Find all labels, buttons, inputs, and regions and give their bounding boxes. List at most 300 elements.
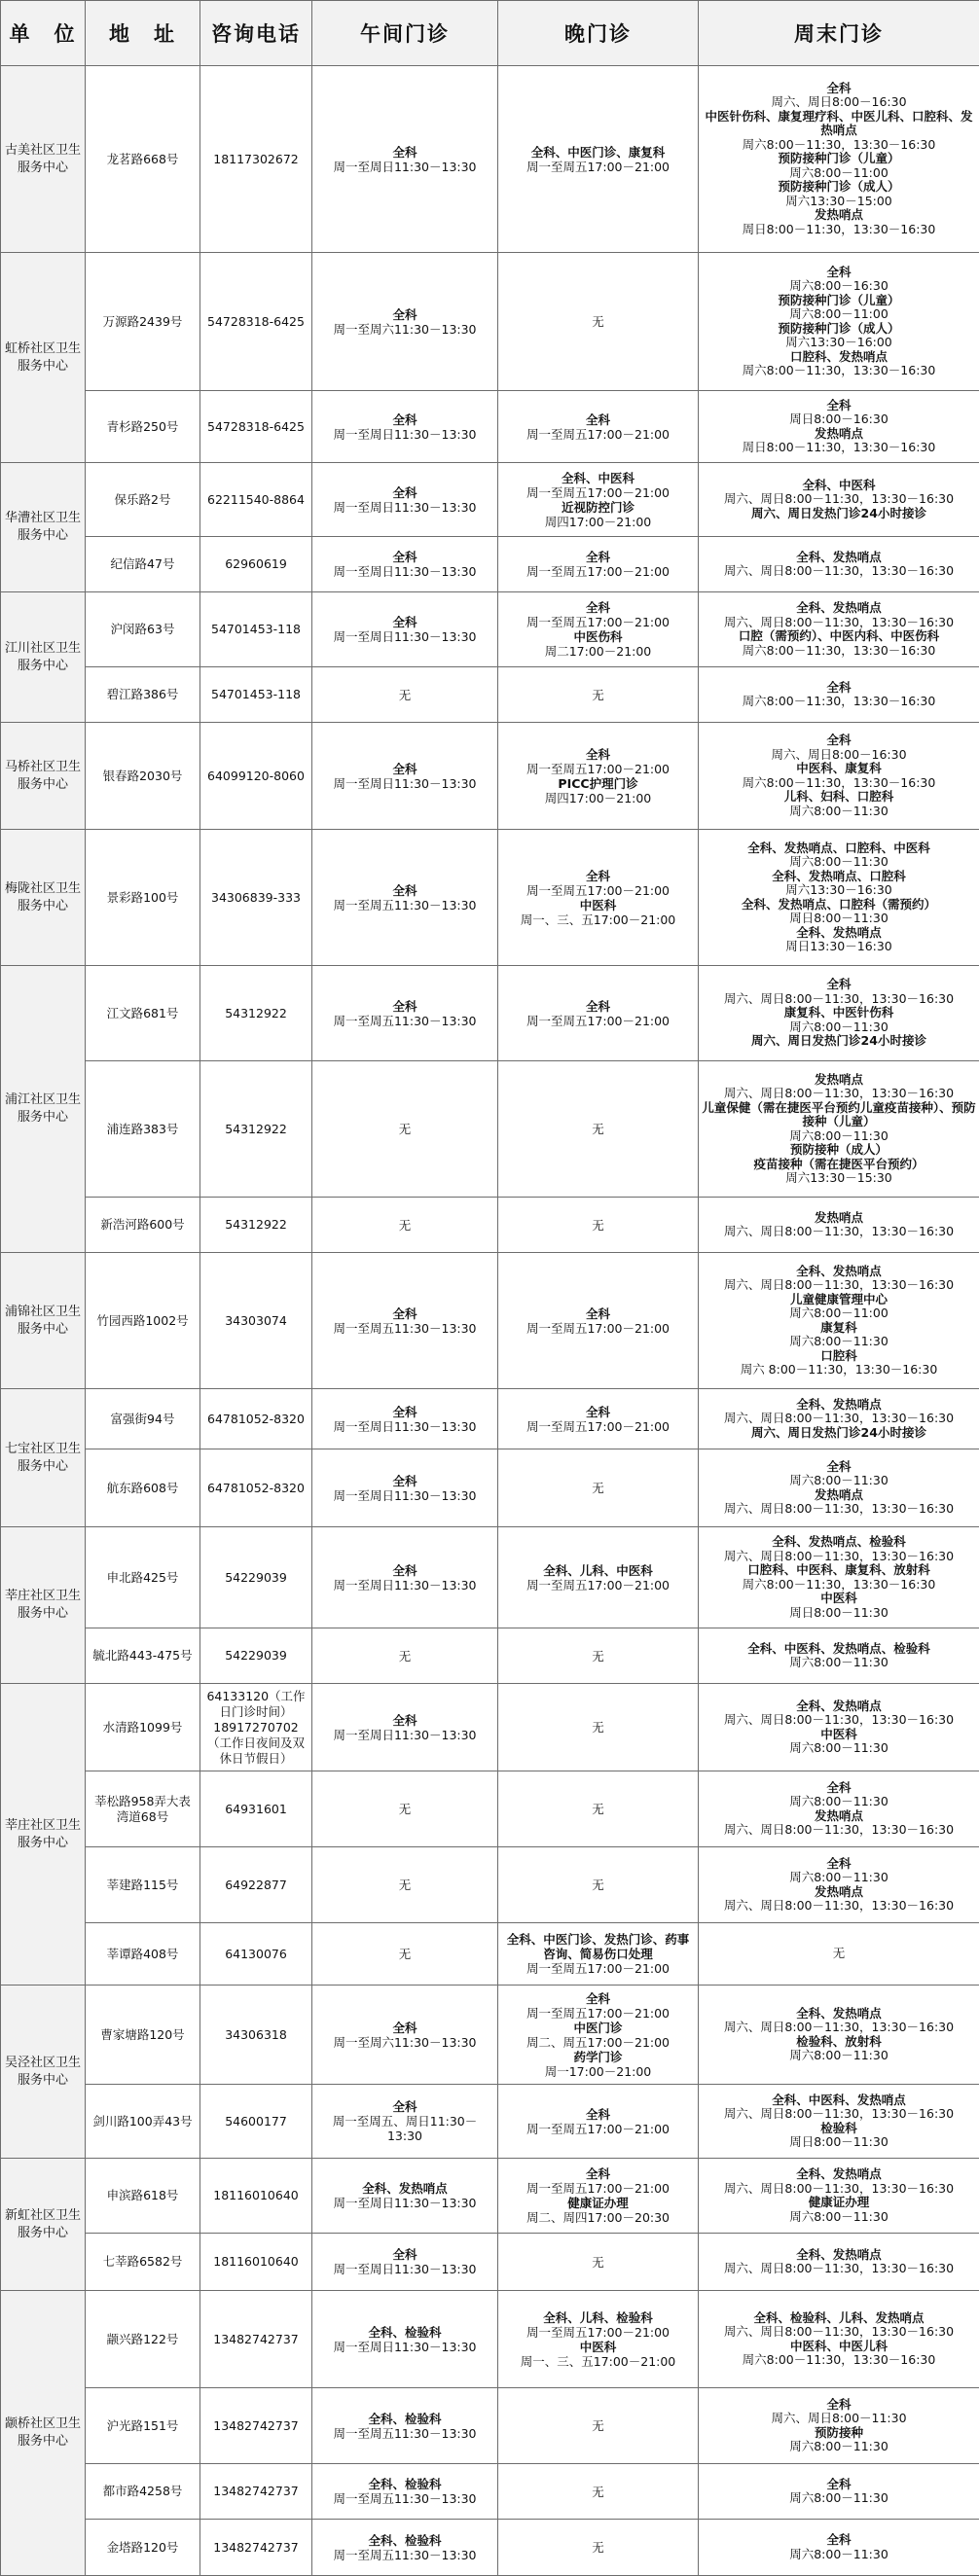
schedule-line: 周六8:00－11:30 xyxy=(702,2440,976,2454)
schedule-line: 全科 xyxy=(315,1474,494,1488)
schedule-line: 中医科 xyxy=(702,1728,976,1742)
schedule-line: 周六、周日8:00－11:30，13:30－16:30 xyxy=(702,1823,976,1838)
header-row xyxy=(1,1,979,66)
schedule-line: 周六8:00－11:30 xyxy=(702,2049,976,2063)
table-row xyxy=(1,1253,979,1389)
table-row xyxy=(1,1527,979,1628)
schedule-line: 全科、发热哨点 xyxy=(702,1398,976,1413)
schedule-line: 全科、发热哨点 xyxy=(702,1265,976,1279)
schedule-line: 周一至周五11:30－13:30 xyxy=(315,1321,494,1336)
schedule-line: 中医科 xyxy=(501,2340,695,2354)
site-address: 浦连路383号 xyxy=(86,1061,200,1198)
schedule-line: 全科、中医门诊、康复科 xyxy=(501,145,695,160)
schedule-line: 周一至周日11:30－13:30 xyxy=(315,1578,494,1592)
evening-clinic-cell xyxy=(498,966,699,1061)
noon-clinic-cell xyxy=(312,1923,498,1986)
schedule-line: 全科 xyxy=(501,869,695,883)
schedule-line: 全科 xyxy=(501,412,695,427)
schedule-line: 全科 xyxy=(315,1563,494,1578)
site-phone: 54229039 xyxy=(200,1527,312,1628)
site-address: 银春路2030号 xyxy=(86,723,200,830)
schedule-line: 近视防控门诊 xyxy=(501,500,695,515)
unit-name: 梅陇社区卫生服务中心 xyxy=(1,830,86,966)
site-phone: 64781052-8320 xyxy=(200,1389,312,1449)
site-phone: 18117302672 xyxy=(200,66,312,253)
schedule-line: 周六、周日8:00－11:30，13:30－16:30 xyxy=(702,2107,976,2122)
evening-clinic-cell xyxy=(498,667,699,723)
evening-clinic-cell xyxy=(498,2085,699,2159)
site-address: 纪信路47号 xyxy=(86,537,200,592)
weekend-clinic-cell xyxy=(699,2520,979,2576)
schedule-line: 周六8:00－11:30，13:30－16:30 xyxy=(702,2353,976,2368)
weekend-clinic-cell xyxy=(699,1449,979,1527)
schedule-line: 发热哨点 xyxy=(702,1885,976,1900)
schedule-line: 周日8:00－11:30，13:30－16:30 xyxy=(702,223,976,237)
schedule-line: 全科 xyxy=(315,145,494,160)
schedule-line: 周六8:00－11:00 xyxy=(702,166,976,181)
evening-clinic-cell xyxy=(498,2234,699,2291)
schedule-line: 周六8:00－11:30，13:30－16:30 xyxy=(702,776,976,791)
site-address: 景彩路100号 xyxy=(86,830,200,966)
schedule-line: 周一至周五11:30－13:30 xyxy=(315,2548,494,2562)
site-address: 剑川路100弄43号 xyxy=(86,2085,200,2159)
schedule-line: 全科 xyxy=(315,485,494,500)
site-phone: 54701453-118 xyxy=(200,592,312,667)
weekend-clinic-cell xyxy=(699,537,979,592)
schedule-line: 全科 xyxy=(702,1460,976,1475)
site-address: 莘建路115号 xyxy=(86,1847,200,1923)
schedule-line: 全科 xyxy=(315,550,494,564)
schedule-line: 无 xyxy=(315,688,494,702)
site-address: 莘谭路408号 xyxy=(86,1923,200,1986)
table-row xyxy=(1,253,979,391)
site-address: 水清路1099号 xyxy=(86,1684,200,1771)
schedule-line: 全科、发热哨点 xyxy=(702,2007,976,2021)
schedule-line: 全科、发热哨点 xyxy=(702,926,976,941)
schedule-line: 发热哨点 xyxy=(702,208,976,223)
header-phone: 咨询电话 xyxy=(200,1,312,66)
evening-clinic-cell xyxy=(498,592,699,667)
schedule-line: 周六 8:00－11:30，13:30－16:30 xyxy=(702,1363,976,1377)
weekend-clinic-cell xyxy=(699,2464,979,2520)
unit-name: 新虹社区卫生服务中心 xyxy=(1,2159,86,2291)
schedule-line: 周一至周日11:30－13:30 xyxy=(315,564,494,579)
schedule-line: 周一至周六11:30－13:30 xyxy=(315,2035,494,2050)
noon-clinic-cell xyxy=(312,723,498,830)
schedule-line: 全科 xyxy=(501,1405,695,1419)
evening-clinic-cell xyxy=(498,2464,699,2520)
schedule-line: 检验科 xyxy=(702,2122,976,2136)
schedule-line: 无 xyxy=(315,1218,494,1233)
schedule-line: 儿童保健（需在捷医平台预约儿童疫苗接种）、预防接种（儿童） xyxy=(702,1101,976,1129)
schedule-line: 周六、周日8:00－11:30，13:30－16:30 xyxy=(702,2325,976,2340)
schedule-line: 周六8:00－11:30，13:30－16:30 xyxy=(702,644,976,659)
weekend-clinic-cell xyxy=(699,1061,979,1198)
evening-clinic-cell xyxy=(498,1847,699,1923)
unit-name: 浦江社区卫生服务中心 xyxy=(1,966,86,1253)
weekend-clinic-cell xyxy=(699,667,979,723)
schedule-line: 中医科、康复科 xyxy=(702,762,976,776)
noon-clinic-cell xyxy=(312,2234,498,2291)
schedule-line: 周六、周日发热门诊24小时接诊 xyxy=(702,507,976,521)
site-phone: 34306318 xyxy=(200,1986,312,2085)
noon-clinic-cell xyxy=(312,391,498,463)
noon-clinic-cell xyxy=(312,592,498,667)
weekend-clinic-cell xyxy=(699,2388,979,2464)
schedule-line: 周一至周五11:30－13:30 xyxy=(315,2426,494,2441)
schedule-line: 全科 xyxy=(315,999,494,1014)
weekend-clinic-cell xyxy=(699,830,979,966)
schedule-line: 预防接种门诊（成人） xyxy=(702,180,976,195)
evening-clinic-cell xyxy=(498,723,699,830)
header-weekend-clinic: 周末门诊 xyxy=(699,1,979,66)
weekend-clinic-cell xyxy=(699,1198,979,1253)
schedule-line: 周六、周日8:00－11:30，13:30－16:30 xyxy=(702,1502,976,1517)
unit-name: 虹桥社区卫生服务中心 xyxy=(1,253,86,463)
site-address: 竹园西路1002号 xyxy=(86,1253,200,1389)
site-phone: 54701453-118 xyxy=(200,667,312,723)
noon-clinic-cell xyxy=(312,537,498,592)
schedule-line: 中医门诊 xyxy=(501,2021,695,2035)
schedule-line: 口腔科、中医科、康复科、放射科 xyxy=(702,1563,976,1578)
schedule-line: 全科 xyxy=(315,883,494,898)
table-row xyxy=(1,1986,979,2085)
noon-clinic-cell xyxy=(312,1449,498,1527)
schedule-line: 全科、中医科、发热哨点 xyxy=(702,2093,976,2108)
schedule-body xyxy=(1,66,979,2576)
unit-name: 江川社区卫生服务中心 xyxy=(1,592,86,723)
site-address: 金塔路120号 xyxy=(86,2520,200,2576)
schedule-line: 全科 xyxy=(315,412,494,427)
schedule-line: 周一至周日11:30－13:30 xyxy=(315,2340,494,2354)
schedule-line: 周六8:00－11:30 xyxy=(702,1474,976,1488)
site-phone: 54312922 xyxy=(200,1198,312,1253)
schedule-line: 周一至周五17:00－21:00 xyxy=(501,615,695,629)
schedule-line: 口腔（需预约）、中医内科、中医伤科 xyxy=(702,629,976,644)
schedule-line: 周日8:00－11:30 xyxy=(702,912,976,926)
schedule-line: 周一至周五11:30－13:30 xyxy=(315,1014,494,1028)
schedule-line: 无 xyxy=(501,2255,695,2270)
noon-clinic-cell xyxy=(312,2085,498,2159)
schedule-line: 全科 xyxy=(501,1991,695,2006)
schedule-line: 周六、周日8:00－11:30，13:30－16:30 xyxy=(702,1412,976,1426)
schedule-line: 周六13:30－15:30 xyxy=(702,1171,976,1186)
schedule-line: 周六、周日8:00－11:30，13:30－16:30 xyxy=(702,992,976,1007)
schedule-line: 全科 xyxy=(501,2107,695,2122)
schedule-line: 周一至周日11:30－13:30 xyxy=(315,776,494,791)
weekend-clinic-cell xyxy=(699,1923,979,1986)
schedule-line: 全科、发热哨点 xyxy=(702,1699,976,1714)
schedule-line: 周一至周日11:30－13:30 xyxy=(315,160,494,174)
site-phone: 64099120-8060 xyxy=(200,723,312,830)
site-phone: 54728318-6425 xyxy=(200,253,312,391)
site-address: 富强街94号 xyxy=(86,1389,200,1449)
schedule-line: 全科 xyxy=(315,307,494,322)
schedule-line: 预防接种 xyxy=(702,2426,976,2441)
weekend-clinic-cell xyxy=(699,2085,979,2159)
weekend-clinic-cell xyxy=(699,2291,979,2388)
schedule-line: 无 xyxy=(501,1218,695,1233)
schedule-line: 周一至周五、周日11:30－13:30 xyxy=(315,2114,494,2143)
schedule-line: 全科、检验科 xyxy=(315,2412,494,2426)
schedule-line: 预防接种门诊（儿童） xyxy=(702,294,976,308)
table-row xyxy=(1,537,979,592)
evening-clinic-cell xyxy=(498,1986,699,2085)
schedule-line: 全科 xyxy=(702,266,976,280)
site-phone: 64931601 xyxy=(200,1771,312,1847)
site-phone: 54600177 xyxy=(200,2085,312,2159)
schedule-line: 全科 xyxy=(702,2398,976,2413)
schedule-line: 全科 xyxy=(702,2533,976,2548)
schedule-line: 药学门诊 xyxy=(501,2050,695,2064)
schedule-line: 周六8:00－11:30 xyxy=(702,1795,976,1809)
schedule-line: 周日8:00－11:30 xyxy=(702,1606,976,1621)
schedule-line: 无 xyxy=(501,1649,695,1664)
weekend-clinic-cell xyxy=(699,2234,979,2291)
weekend-clinic-cell xyxy=(699,391,979,463)
evening-clinic-cell xyxy=(498,1253,699,1389)
schedule-line: 全科、发热哨点 xyxy=(702,551,976,565)
schedule-line: 无 xyxy=(501,2540,695,2555)
schedule-line: 周六、周日8:00－11:30，13:30－16:30 xyxy=(702,492,976,507)
schedule-line: 周六8:00－11:30，13:30－16:30 xyxy=(702,1578,976,1592)
unit-name: 华漕社区卫生服务中心 xyxy=(1,463,86,592)
schedule-line: 全科 xyxy=(702,1857,976,1872)
schedule-line: 周六8:00－11:00 xyxy=(702,1306,976,1321)
schedule-line: 周六、周日8:00－11:30，13:30－16:30 xyxy=(702,1713,976,1728)
schedule-line: 全科、中医科、发热哨点、检验科 xyxy=(702,1642,976,1657)
schedule-line: 全科 xyxy=(702,733,976,748)
evening-clinic-cell xyxy=(498,1628,699,1684)
schedule-line: 周六、周日8:00－16:30 xyxy=(702,748,976,763)
schedule-line: 全科、儿科、检验科 xyxy=(501,2310,695,2325)
site-phone: 64130076 xyxy=(200,1923,312,1986)
schedule-line: 周一至周日11:30－13:30 xyxy=(315,500,494,515)
schedule-line: 无 xyxy=(315,1122,494,1136)
site-address: 碧江路386号 xyxy=(86,667,200,723)
schedule-line: 周六8:00－11:30 xyxy=(702,1020,976,1035)
schedule-line: 全科、检验科 xyxy=(315,2477,494,2491)
schedule-line: 全科 xyxy=(702,1781,976,1796)
evening-clinic-cell xyxy=(498,1771,699,1847)
schedule-line: 全科 xyxy=(315,615,494,629)
table-row xyxy=(1,2291,979,2388)
noon-clinic-cell xyxy=(312,1986,498,2085)
schedule-line: 周六13:30－16:30 xyxy=(702,883,976,898)
evening-clinic-cell xyxy=(498,2388,699,2464)
schedule-line: 发热哨点 xyxy=(702,427,976,442)
table-row xyxy=(1,1923,979,1986)
site-phone: 54229039 xyxy=(200,1628,312,1684)
noon-clinic-cell xyxy=(312,463,498,537)
noon-clinic-cell xyxy=(312,1847,498,1923)
site-phone: 13482742737 xyxy=(200,2388,312,2464)
table-row xyxy=(1,463,979,537)
noon-clinic-cell xyxy=(312,1198,498,1253)
schedule-line: 周一至周五17:00－21:00 xyxy=(501,2181,695,2196)
schedule-line: 全科 xyxy=(501,600,695,615)
site-phone: 13482742737 xyxy=(200,2520,312,2576)
schedule-line: 周一至周五17:00－21:00 xyxy=(501,427,695,442)
schedule-line: 无 xyxy=(501,1481,695,1495)
schedule-line: 周一、三、五17:00－21:00 xyxy=(501,2354,695,2369)
site-address: 航东路608号 xyxy=(86,1449,200,1527)
weekend-clinic-cell xyxy=(699,592,979,667)
schedule-line: 周一至周日11:30－13:30 xyxy=(315,629,494,644)
schedule-line: 全科 xyxy=(501,550,695,564)
site-phone: 64133120（工作日门诊时间）18917270702（工作日夜间及双休日节假日） xyxy=(200,1684,312,1771)
header-evening-clinic: 晚门诊 xyxy=(498,1,699,66)
schedule-line: 全科 xyxy=(315,1306,494,1321)
schedule-line: 全科、中医科 xyxy=(501,471,695,485)
site-phone: 54312922 xyxy=(200,966,312,1061)
schedule-line: 全科 xyxy=(702,82,976,96)
header-unit: 单 位 xyxy=(1,1,86,66)
schedule-line: 周六8:00－11:30 xyxy=(702,805,976,819)
site-address: 沪闵路63号 xyxy=(86,592,200,667)
evening-clinic-cell xyxy=(498,66,699,253)
site-phone: 64781052-8320 xyxy=(200,1449,312,1527)
weekend-clinic-cell xyxy=(699,2159,979,2234)
unit-name: 吴泾社区卫生服务中心 xyxy=(1,1986,86,2159)
site-phone: 18116010640 xyxy=(200,2159,312,2234)
site-phone: 13482742737 xyxy=(200,2464,312,2520)
schedule-line: 全科 xyxy=(315,1405,494,1419)
site-address: 沪光路151号 xyxy=(86,2388,200,2464)
schedule-line: 周日8:00－16:30 xyxy=(702,412,976,427)
schedule-line: 周一至周五17:00－21:00 xyxy=(501,883,695,898)
schedule-line: 无 xyxy=(501,1720,695,1735)
schedule-line: 周六8:00－11:30 xyxy=(702,2210,976,2225)
noon-clinic-cell xyxy=(312,1628,498,1684)
schedule-line: 周二17:00－21:00 xyxy=(501,644,695,659)
site-address: 保乐路2号 xyxy=(86,463,200,537)
table-row xyxy=(1,1771,979,1847)
noon-clinic-cell xyxy=(312,2520,498,2576)
schedule-line: 周一17:00－21:00 xyxy=(501,2064,695,2079)
schedule-line: 周一至周日11:30－13:30 xyxy=(315,1488,494,1503)
table-row xyxy=(1,1628,979,1684)
table-row xyxy=(1,2085,979,2159)
unit-name: 古美社区卫生服务中心 xyxy=(1,66,86,253)
schedule-line: 中医科 xyxy=(501,898,695,912)
schedule-line: 全科、中医门诊、发热门诊、药事咨询、简易伤口处理 xyxy=(501,1932,695,1961)
schedule-line: 儿科、妇科、口腔科 xyxy=(702,790,976,805)
weekend-clinic-cell xyxy=(699,1527,979,1628)
site-address: 申滨路618号 xyxy=(86,2159,200,2234)
table-row xyxy=(1,667,979,723)
site-address: 都市路4258号 xyxy=(86,2464,200,2520)
schedule-line: 周六13:30－16:00 xyxy=(702,336,976,350)
site-address: 江文路681号 xyxy=(86,966,200,1061)
noon-clinic-cell xyxy=(312,830,498,966)
schedule-line: 周六8:00－11:30 xyxy=(702,2548,976,2562)
site-address: 青杉路250号 xyxy=(86,391,200,463)
noon-clinic-cell xyxy=(312,2464,498,2520)
header-address: 地 址 xyxy=(86,1,200,66)
table-row xyxy=(1,391,979,463)
schedule-line: 健康证办理 xyxy=(702,2196,976,2210)
noon-clinic-cell xyxy=(312,1684,498,1771)
schedule-line: 周一、三、五17:00－21:00 xyxy=(501,912,695,927)
noon-clinic-cell xyxy=(312,253,498,391)
schedule-line: 周一至周五11:30－13:30 xyxy=(315,898,494,912)
schedule-line: 口腔科、发热哨点 xyxy=(702,350,976,365)
schedule-line: 周六、周日8:00－11:30，13:30－16:30 xyxy=(702,1550,976,1564)
schedule-line: 全科 xyxy=(501,747,695,762)
schedule-line: 周一至周五17:00－21:00 xyxy=(501,1578,695,1592)
schedule-line: 周六8:00－11:30 xyxy=(702,1871,976,1885)
schedule-line: 周日13:30－16:30 xyxy=(702,940,976,954)
table-row xyxy=(1,2464,979,2520)
schedule-line: 周六8:00－11:00 xyxy=(702,307,976,322)
evening-clinic-cell xyxy=(498,1923,699,1986)
table-row xyxy=(1,1684,979,1771)
schedule-line: 周六8:00－11:30 xyxy=(702,1335,976,1349)
schedule-line: PICC护理门诊 xyxy=(501,776,695,791)
table-row xyxy=(1,723,979,830)
schedule-line: 中医科 xyxy=(702,1592,976,1606)
schedule-line: 预防接种（成人） xyxy=(702,1143,976,1158)
noon-clinic-cell xyxy=(312,1771,498,1847)
table-row xyxy=(1,2159,979,2234)
schedule-line: 周六8:00－11:30 xyxy=(702,1129,976,1144)
unit-name: 莘庄社区卫生服务中心 xyxy=(1,1527,86,1684)
weekend-clinic-cell xyxy=(699,723,979,830)
schedule-line: 周一至周日11:30－13:30 xyxy=(315,1728,494,1742)
weekend-clinic-cell xyxy=(699,1986,979,2085)
schedule-line: 检验科、放射科 xyxy=(702,2035,976,2050)
schedule-line: 周一至周五17:00－21:00 xyxy=(501,1961,695,1976)
weekend-clinic-cell xyxy=(699,1253,979,1389)
schedule-line: 周日8:00－11:30 xyxy=(702,2135,976,2150)
noon-clinic-cell xyxy=(312,2159,498,2234)
schedule-line: 无 xyxy=(501,314,695,329)
schedule-line: 全科、发热哨点、口腔科（需预约） xyxy=(702,898,976,912)
schedule-line: 全科、检验科、儿科、发热哨点 xyxy=(702,2311,976,2326)
evening-clinic-cell xyxy=(498,2159,699,2234)
schedule-line: 全科 xyxy=(315,762,494,776)
schedule-line: 周一至周日11:30－13:30 xyxy=(315,427,494,442)
noon-clinic-cell xyxy=(312,1253,498,1389)
site-address: 七莘路6582号 xyxy=(86,2234,200,2291)
schedule-line: 全科 xyxy=(501,2166,695,2181)
noon-clinic-cell xyxy=(312,1061,498,1198)
noon-clinic-cell xyxy=(312,2388,498,2464)
noon-clinic-cell xyxy=(312,1527,498,1628)
schedule-line: 全科、发热哨点 xyxy=(702,2248,976,2263)
schedule-line: 周六、周日8:00－11:30，13:30－16:30 xyxy=(702,616,976,630)
schedule-line: 全科、儿科、中医科 xyxy=(501,1563,695,1578)
schedule-line: 周六、周日8:00－11:30，13:30－16:30 xyxy=(702,564,976,579)
schedule-line: 周一至周五17:00－21:00 xyxy=(501,2006,695,2021)
schedule-line: 周六、周日发热门诊24小时接诊 xyxy=(702,1426,976,1441)
schedule-line: 周六、周日8:00－11:30，13:30－16:30 xyxy=(702,2182,976,2197)
site-phone: 54312922 xyxy=(200,1061,312,1198)
schedule-line: 无 xyxy=(315,1802,494,1816)
schedule-line: 周六8:00－11:30 xyxy=(702,855,976,870)
schedule-line: 全科 xyxy=(702,399,976,413)
schedule-line: 周六、周日8:00－11:30 xyxy=(702,2412,976,2426)
schedule-line: 周二、周四17:00－20:30 xyxy=(501,2210,695,2225)
weekend-clinic-cell xyxy=(699,66,979,253)
table-row xyxy=(1,2234,979,2291)
evening-clinic-cell xyxy=(498,537,699,592)
site-phone: 13482742737 xyxy=(200,2291,312,2388)
table-row xyxy=(1,1449,979,1527)
schedule-line: 预防接种门诊（成人） xyxy=(702,322,976,337)
weekend-clinic-cell xyxy=(699,253,979,391)
